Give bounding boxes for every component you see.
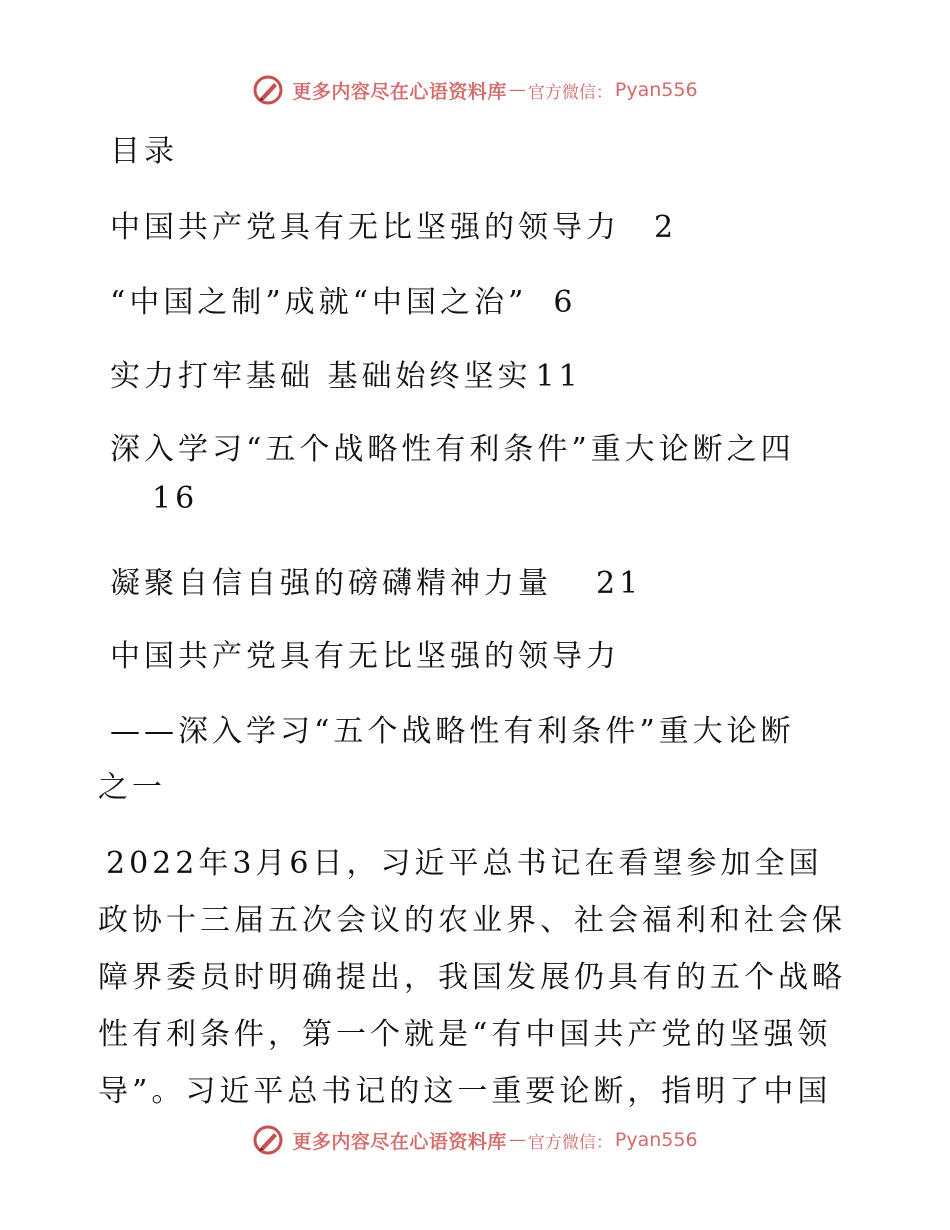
toc-entry[interactable] [110,351,582,395]
toc-entry-page: 16 [152,481,199,516]
article-subtitle-line: ——深入学习“五个战略性有利条件”重大论断 [110,714,795,749]
body-line: 导”。习近平总书记的这一重要论断，指明了中国 [98,1074,832,1109]
watermark-sub-text: 官方微信： [527,82,613,103]
toc-entry-page: 11 [535,359,582,394]
pen-logo-icon [252,74,284,106]
toc-entry-page: 2 [654,210,678,245]
body-line: 性有利条件，第一个就是“有中国共产党的坚强领 [98,1017,832,1052]
toc-entry-title[interactable]: 深入学习“五个战略性有利条件”重大论断之四 [110,432,795,467]
watermark-dash: — [508,80,526,100]
watermark-banner-bottom [0,1120,950,1160]
body-line: 政协十三届五次会议的农业界、社会福利和社会保 [98,903,846,938]
article-subtitle-line: 之一 [98,770,166,805]
watermark-dash: — [508,1130,526,1150]
toc-entry-title: “中国之制”成就“中国之治” [110,285,528,320]
watermark-main-text: 更多内容尽在心语资料库 [292,1130,507,1153]
toc-entry-title: 凝聚自信自强的磅礴精神力量 [110,566,552,601]
body-line: 障界委员时明确提出，我国发展仍具有的五个战略 [98,960,846,995]
toc-heading: 目录 [110,134,178,169]
toc-entry-page: 21 [596,566,643,601]
watermark-wechat-id: Pyan556 [614,1129,698,1151]
toc-entry-page: 6 [553,285,577,320]
watermark-banner-top [0,70,950,110]
watermark-wechat-id: Pyan556 [614,79,698,101]
toc-entry-title: 中国共产党具有无比坚强的领导力 [110,210,620,245]
article-title: 中国共产党具有无比坚强的领导力 [110,639,620,674]
toc-entry-title: 实力打牢基础 基础始终坚实 [110,359,532,394]
watermark-main-text: 更多内容尽在心语资料库 [292,80,507,103]
toc-entry[interactable] [110,277,576,321]
pen-logo-icon [252,1124,284,1156]
toc-entry[interactable] [110,558,642,602]
toc-entry[interactable] [110,202,677,246]
body-line: 2022年3月6日，习近平总书记在看望参加全国 [106,846,823,881]
watermark-sub-text: 官方微信： [527,1132,613,1153]
